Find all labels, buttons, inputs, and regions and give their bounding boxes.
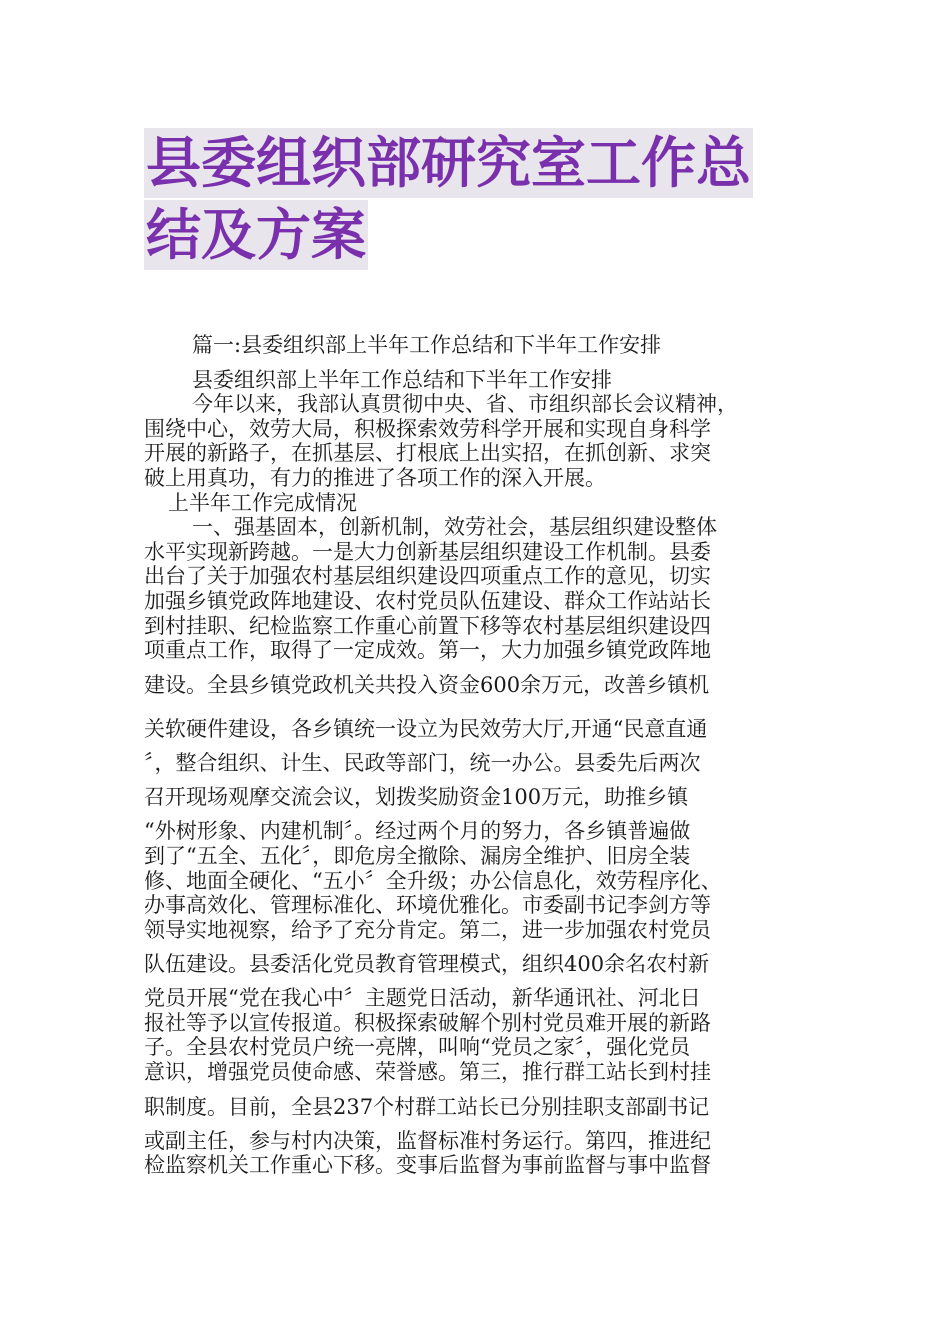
body-line: 意识，增强党员使命感、荣誉感。第三，推行群工站长到村挂 <box>144 1060 711 1085</box>
body-line: 项重点工作，取得了一定成效。第一，大力加强乡镇党政阵地 <box>144 638 711 663</box>
body-line: 到了“五全、五化〞，即危房全撤除、漏房全维护、旧房全装 <box>144 843 691 868</box>
body-line: 加强乡镇党政阵地建设、农村党员队伍建设、群众工作站站长 <box>144 588 711 613</box>
subtitle: 县委组织部上半年工作总结和下半年工作安排 <box>192 367 612 392</box>
body-line: 上半年工作完成情况 <box>168 490 357 515</box>
body-line: 水平实现新跨越。一是大力创新基层组织建设工作机制。县委 <box>144 539 711 564</box>
body-line: 围绕中心，效劳大局，积极探索效劳科学开展和实现自身科学 <box>144 416 711 441</box>
body-line: 子。全县农村党员户统一亮牌，叫响“党员之家〞，强化党员 <box>144 1035 691 1060</box>
body-line: 破上用真功，有力的推进了各项工作的深入开展。 <box>144 465 606 490</box>
body-line: 建设。全县乡镇党政机关共投入资金600余万元，改善乡镇机 <box>144 672 710 697</box>
body-line: 出台了关于加强农村基层组织建设四项重点工作的意见，切实 <box>144 564 711 589</box>
body-line: “外树形象、内建机制〞。经过两个月的努力，各乡镇普遍做 <box>144 819 691 844</box>
body-line: 开展的新路子，在抓基层、打根底上出实招，在抓创新、求突 <box>144 441 711 466</box>
body-line: 关软硬件建设，各乡镇统一设立为民效劳大厅,开通“民意直通 <box>144 716 708 741</box>
body-lines <box>144 392 812 1178</box>
body-line: 检监察机关工作重心下移。变事后监督为事前监督与事中监督 <box>144 1153 711 1178</box>
document-body <box>144 333 812 1178</box>
document-title <box>144 128 824 272</box>
section-heading: 篇一:县委组织部上半年工作总结和下半年工作安排 <box>192 333 662 357</box>
body-line: 〞，整合组织、计生、民政等部门，统一办公。县委先后两次 <box>144 750 701 775</box>
body-line: 或副主任，参与村内决策，监督标准村务运行。第四，推进纪 <box>144 1128 711 1153</box>
body-line: 职制度。目前，全县237个村群工站长已分别挂职支部副书记 <box>144 1094 710 1119</box>
body-line: 召开现场观摩交流会议，划拨奖励资金100万元，助推乡镇 <box>144 785 689 810</box>
body-line: 一、强基固本，创新机制，效劳社会，基层组织建设整体 <box>192 515 717 540</box>
body-line: 修、地面全硬化、“五小〞全升级；办公信息化，效劳程序化、 <box>144 868 722 893</box>
body-line: 到村挂职、纪检监察工作重心前置下移等农村基层组织建设四 <box>144 613 711 638</box>
body-line: 领导实地视察，给予了充分肯定。第二，进一步加强农村党员 <box>144 917 711 942</box>
body-line: 报社等予以宣传报道。积极探索破解个别村党员难开展的新路 <box>144 1010 711 1035</box>
body-line: 今年以来，我部认真贯彻中央、省、市组织部长会议精神， <box>192 392 738 417</box>
body-line: 队伍建设。县委活化党员教育管理模式，组织400余名农村新 <box>144 952 710 977</box>
title-line-2: 结及方案 <box>144 200 368 270</box>
body-line: 党员开展“党在我心中〞主题党日活动，新华通讯社、河北日 <box>144 986 701 1011</box>
title-line-1: 县委组织部研究室工作总 <box>144 128 753 198</box>
body-line: 办事高效化、管理标准化、环境优雅化。市委副书记李剑方等 <box>144 893 711 918</box>
